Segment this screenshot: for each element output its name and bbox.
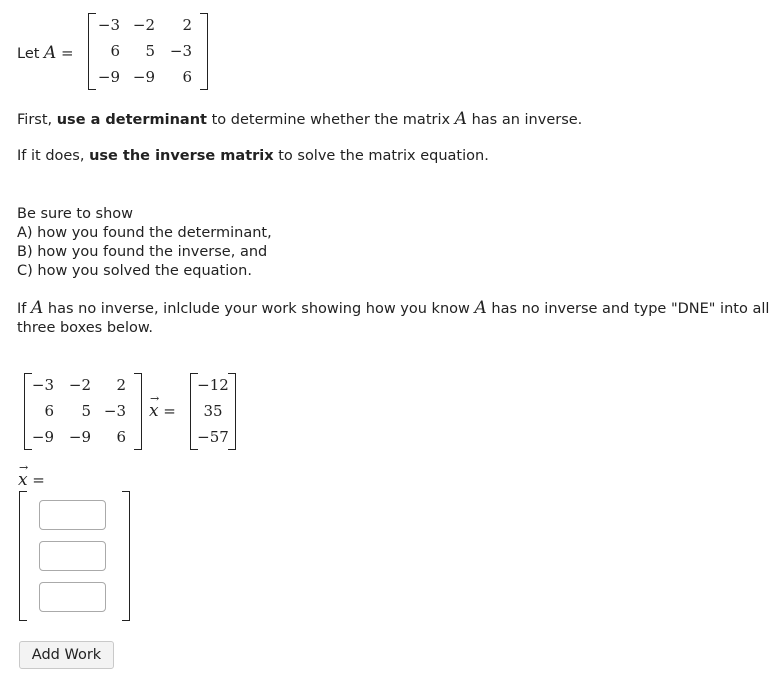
matrix-A: −3 −2 2 6 5 −3 −9 −9 6 (88, 13, 208, 90)
add-work-button[interactable]: Add Work (19, 641, 114, 669)
answer-vector (19, 491, 130, 621)
equation-rhs-vector: −12 35 −57 (190, 373, 236, 450)
answer-box-3[interactable] (39, 582, 106, 612)
instruction-determinant: First, use a determinant to determine whether the matrix A has an inverse. (17, 109, 583, 129)
instruction-inverse: If it does, use the inverse matrix to solve the matrix equation. (17, 148, 489, 164)
equation-x-vector: → x = (149, 392, 176, 421)
equation-matrix: −3 −2 2 6 5 −3 −9 −9 6 (24, 373, 142, 450)
let-label: Let A = (17, 43, 74, 63)
instruction-dne: If A has no inverse, inlclude your work showing how you know A has no inverse and type "DNE" into all three boxes below. (17, 298, 770, 336)
answer-box-2[interactable] (39, 541, 106, 571)
answer-x-label: → x = (18, 461, 45, 490)
matrix-var-A: A (44, 43, 57, 63)
answer-box-1[interactable] (39, 500, 106, 530)
instruction-list: Be sure to show A) how you found the determinant, B) how you found the inverse, and C) how you solved the equation. (17, 206, 272, 279)
